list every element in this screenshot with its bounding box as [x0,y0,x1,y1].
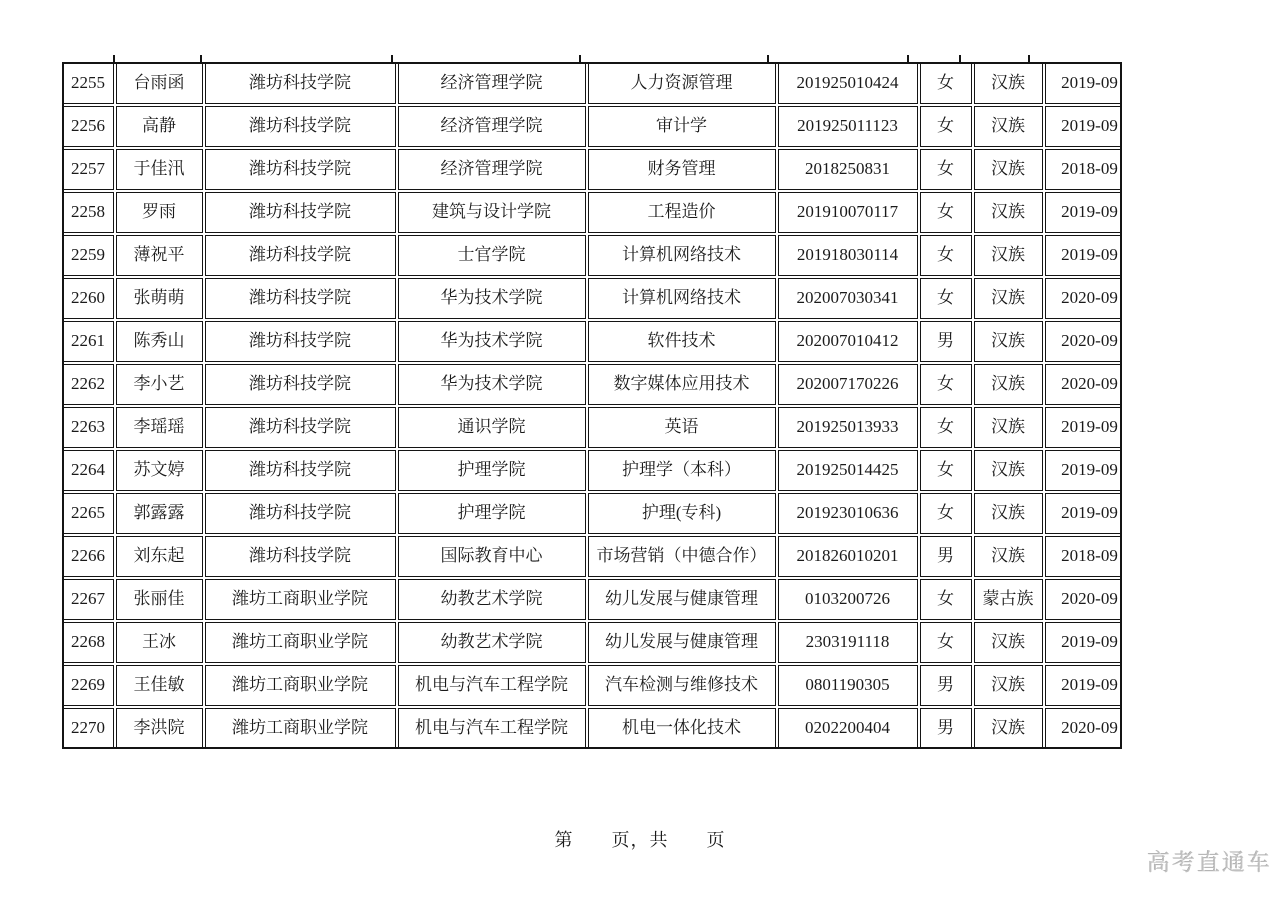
cell-enroll-date: 2019-09 [1045,63,1123,104]
cell-college: 通识学院 [398,407,586,448]
cell-college: 建筑与设计学院 [398,192,586,233]
cell-name: 刘东起 [116,536,203,577]
cell-college: 国际教育中心 [398,536,586,577]
cell-school: 潍坊科技学院 [205,192,396,233]
cell-serial: 2262 [63,364,114,405]
cell-serial: 2264 [63,450,114,491]
cell-gender: 女 [920,106,972,147]
cell-enroll-date: 2018-09 [1045,536,1123,577]
cell-school: 潍坊科技学院 [205,493,396,534]
cell-ethnicity: 汉族 [974,235,1043,276]
cell-school: 潍坊科技学院 [205,235,396,276]
cell-name: 李小艺 [116,364,203,405]
student-roster-table [62,62,1122,749]
student-roster-table-wrap [62,62,1122,749]
cell-enroll-date: 2019-09 [1045,450,1123,491]
cell-ethnicity: 汉族 [974,708,1043,749]
table-row [63,321,1123,362]
cell-enroll-date: 2019-09 [1045,622,1123,663]
cell-serial: 2266 [63,536,114,577]
cell-student-id: 202007030341 [778,278,918,319]
table-row [63,192,1123,233]
cell-serial: 2259 [63,235,114,276]
cell-student-id: 201925010424 [778,63,918,104]
cell-school: 潍坊科技学院 [205,364,396,405]
cell-ethnicity: 汉族 [974,321,1043,362]
cell-name: 苏文婷 [116,450,203,491]
cell-name: 罗雨 [116,192,203,233]
cell-school: 潍坊科技学院 [205,106,396,147]
cell-enroll-date: 2019-09 [1045,192,1123,233]
cell-gender: 男 [920,665,972,706]
table-row [63,106,1123,147]
cell-college: 经济管理学院 [398,63,586,104]
cell-college: 华为技术学院 [398,278,586,319]
cell-major: 计算机网络技术 [588,235,776,276]
cell-school: 潍坊科技学院 [205,536,396,577]
cell-ethnicity: 汉族 [974,622,1043,663]
cell-name: 陈秀山 [116,321,203,362]
cell-college: 幼教艺术学院 [398,622,586,663]
cell-major: 护理学（本科） [588,450,776,491]
cell-student-id: 0103200726 [778,579,918,620]
cell-student-id: 202007010412 [778,321,918,362]
cell-gender: 女 [920,407,972,448]
cell-college: 幼教艺术学院 [398,579,586,620]
cell-major: 审计学 [588,106,776,147]
cell-gender: 女 [920,192,972,233]
cell-school: 潍坊工商职业学院 [205,708,396,749]
table-row [63,63,1123,104]
cell-major: 软件技术 [588,321,776,362]
cell-major: 护理(专科) [588,493,776,534]
cell-major: 机电一体化技术 [588,708,776,749]
cell-major: 计算机网络技术 [588,278,776,319]
cell-enroll-date: 2019-09 [1045,665,1123,706]
cell-enroll-date: 2019-09 [1045,493,1123,534]
cell-major: 数字媒体应用技术 [588,364,776,405]
page-number-footer: 第 页，共 页 [554,830,726,850]
cell-student-id: 0202200404 [778,708,918,749]
watermark-text: 高考直通车 [1147,849,1272,875]
cell-student-id: 201826010201 [778,536,918,577]
cell-serial: 2258 [63,192,114,233]
cell-gender: 男 [920,321,972,362]
cell-name: 王佳敏 [116,665,203,706]
cell-ethnicity: 汉族 [974,407,1043,448]
cell-student-id: 201918030114 [778,235,918,276]
cell-gender: 女 [920,622,972,663]
cell-gender: 女 [920,579,972,620]
cell-college: 机电与汽车工程学院 [398,708,586,749]
cell-student-id: 2303191118 [778,622,918,663]
cell-college: 护理学院 [398,450,586,491]
cell-name: 张萌萌 [116,278,203,319]
cell-gender: 女 [920,450,972,491]
cell-name: 李洪院 [116,708,203,749]
cell-serial: 2260 [63,278,114,319]
cell-student-id: 0801190305 [778,665,918,706]
cell-college: 华为技术学院 [398,364,586,405]
cell-enroll-date: 2019-09 [1045,235,1123,276]
cell-name: 高静 [116,106,203,147]
cell-ethnicity: 汉族 [974,665,1043,706]
table-row [63,407,1123,448]
cell-school: 潍坊工商职业学院 [205,579,396,620]
cell-college: 经济管理学院 [398,149,586,190]
cell-student-id: 201925013933 [778,407,918,448]
cell-enroll-date: 2020-09 [1045,321,1123,362]
table-row [63,536,1123,577]
cell-serial: 2263 [63,407,114,448]
cell-serial: 2267 [63,579,114,620]
cell-serial: 2256 [63,106,114,147]
cell-student-id: 2018250831 [778,149,918,190]
cell-enroll-date: 2020-09 [1045,278,1123,319]
table-row [63,708,1123,749]
cell-student-id: 201925011123 [778,106,918,147]
cell-ethnicity: 汉族 [974,364,1043,405]
cell-ethnicity: 汉族 [974,63,1043,104]
cell-name: 李瑶瑶 [116,407,203,448]
cell-enroll-date: 2020-09 [1045,708,1123,749]
cell-gender: 女 [920,278,972,319]
cell-ethnicity: 汉族 [974,106,1043,147]
cell-ethnicity: 汉族 [974,149,1043,190]
cell-ethnicity: 汉族 [974,536,1043,577]
cell-enroll-date: 2019-09 [1045,106,1123,147]
cell-major: 幼儿发展与健康管理 [588,622,776,663]
cell-college: 士官学院 [398,235,586,276]
cell-gender: 女 [920,493,972,534]
cell-major: 工程造价 [588,192,776,233]
cell-serial: 2265 [63,493,114,534]
cell-college: 经济管理学院 [398,106,586,147]
cell-enroll-date: 2018-09 [1045,149,1123,190]
cell-ethnicity: 汉族 [974,493,1043,534]
cell-school: 潍坊工商职业学院 [205,665,396,706]
cell-ethnicity: 汉族 [974,450,1043,491]
cell-gender: 女 [920,364,972,405]
cell-ethnicity: 蒙古族 [974,579,1043,620]
cell-gender: 男 [920,536,972,577]
cell-name: 郭露露 [116,493,203,534]
cell-enroll-date: 2019-09 [1045,407,1123,448]
cell-student-id: 201910070117 [778,192,918,233]
cell-gender: 女 [920,235,972,276]
table-row [63,278,1123,319]
cell-major: 英语 [588,407,776,448]
cell-college: 机电与汽车工程学院 [398,665,586,706]
cell-student-id: 202007170226 [778,364,918,405]
roster-body [63,63,1123,749]
table-row [63,235,1123,276]
cell-major: 人力资源管理 [588,63,776,104]
cell-ethnicity: 汉族 [974,278,1043,319]
cell-gender: 女 [920,63,972,104]
cell-school: 潍坊科技学院 [205,321,396,362]
cell-name: 薄祝平 [116,235,203,276]
cell-school: 潍坊科技学院 [205,407,396,448]
cell-college: 华为技术学院 [398,321,586,362]
cell-name: 台雨函 [116,63,203,104]
table-row [63,364,1123,405]
cell-serial: 2255 [63,63,114,104]
cell-enroll-date: 2020-09 [1045,364,1123,405]
table-row [63,450,1123,491]
cell-serial: 2261 [63,321,114,362]
cell-serial: 2257 [63,149,114,190]
cell-school: 潍坊科技学院 [205,450,396,491]
cell-serial: 2270 [63,708,114,749]
cell-school: 潍坊科技学院 [205,278,396,319]
cell-name: 张丽佳 [116,579,203,620]
cell-major: 财务管理 [588,149,776,190]
table-row [63,493,1123,534]
cell-school: 潍坊科技学院 [205,63,396,104]
cell-student-id: 201923010636 [778,493,918,534]
cell-gender: 女 [920,149,972,190]
table-row [63,579,1123,620]
cell-serial: 2268 [63,622,114,663]
cell-major: 市场营销（中德合作） [588,536,776,577]
cell-serial: 2269 [63,665,114,706]
cell-school: 潍坊科技学院 [205,149,396,190]
cell-name: 王冰 [116,622,203,663]
cell-college: 护理学院 [398,493,586,534]
cell-gender: 男 [920,708,972,749]
cell-ethnicity: 汉族 [974,192,1043,233]
cell-name: 于佳汛 [116,149,203,190]
table-row [63,622,1123,663]
cell-student-id: 201925014425 [778,450,918,491]
cell-major: 汽车检测与维修技术 [588,665,776,706]
table-row [63,149,1123,190]
table-row [63,665,1123,706]
cell-school: 潍坊工商职业学院 [205,622,396,663]
cell-major: 幼儿发展与健康管理 [588,579,776,620]
cell-enroll-date: 2020-09 [1045,579,1123,620]
